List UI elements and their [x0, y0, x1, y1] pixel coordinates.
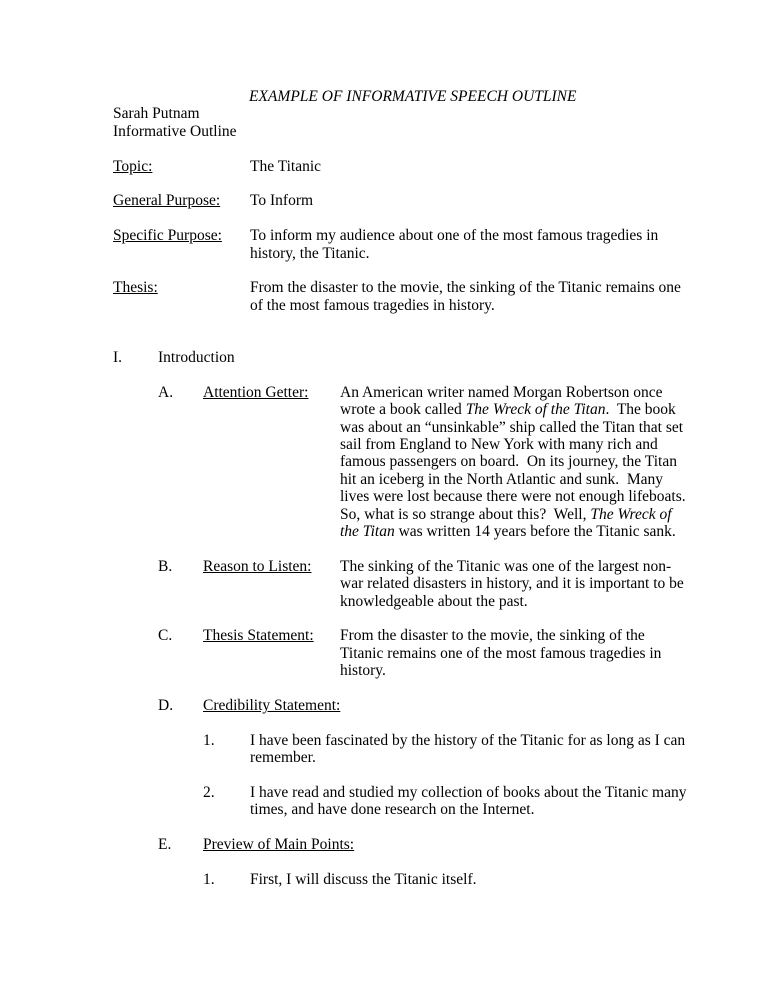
item-letter: A. — [158, 383, 174, 401]
subitem-number: 2. — [203, 784, 215, 802]
document-type: Informative Outline — [113, 122, 237, 140]
topic-value: The Titanic — [250, 157, 322, 175]
item-text — [340, 383, 694, 541]
item-label: Credibility Statement: — [203, 697, 341, 715]
item-thesis-statement — [158, 627, 690, 679]
meta-row-specific-purpose — [113, 227, 690, 262]
book-title-italic: The Wreck of the Titan — [465, 401, 606, 419]
thesis-value: From the disaster to the movie, the sinking of the Titanic remains one of the most famous tragedies in history. — [250, 279, 685, 314]
specific-purpose-label: Specific Purpose: — [113, 227, 222, 245]
item-letter: B. — [158, 557, 173, 575]
item-preview-of-main-points — [158, 836, 690, 853]
section-introduction — [113, 349, 690, 366]
item-letter: C. — [158, 627, 173, 645]
item-label: Thesis Statement: — [203, 627, 314, 645]
subitem-text: I have been fascinated by the history of the Titanic for as long as I can remember. — [250, 731, 690, 767]
topic-label: Topic: — [113, 157, 153, 175]
item-letter: D. — [158, 697, 174, 715]
item-credibility-statement — [158, 697, 690, 714]
subitem-text: First, I will discuss the Titanic itself. — [250, 871, 477, 889]
item-text: From the disaster to the movie, the sinking of the Titanic remains one of the most famous tragedies in history. — [340, 627, 666, 680]
item-label: Preview of Main Points: — [203, 836, 355, 854]
subitem-number: 1. — [203, 731, 215, 749]
item-letter: E. — [158, 836, 172, 854]
subitem-text: I have read and studied my collection of books about the Titanic many times, and have done research on the Internet. — [250, 784, 691, 819]
general-purpose-value: To Inform — [250, 192, 314, 210]
thesis-label: Thesis: — [113, 279, 158, 297]
meta-row-general-purpose — [113, 192, 690, 209]
text-segment: An American writer named Morgan Robertson once wrote a book called — [340, 383, 667, 419]
meta-row-thesis — [113, 279, 690, 314]
credibility-point-2 — [203, 784, 690, 819]
section-title: Introduction — [158, 349, 235, 367]
text-segment: . The book was about an “unsinkable” ship called the Titan that set sail from England to New York with many rich and famous passengers on board. On its journey, the Titan hit an iceberg in the North Atlantic and sunk. Many lives were lost because there were not enough lifeboats. So, what is so strange about this? Well, — [340, 401, 694, 523]
text-segment: was written 14 years before the Titanic sank. — [394, 523, 676, 541]
author-name: Sarah Putnam — [113, 105, 200, 123]
meta-row-topic — [113, 158, 690, 175]
item-text: The sinking of the Titanic was one of the largest non-war related disasters in history, and it is important to be knowledgeable about the past. — [340, 557, 688, 610]
book-title-italic: The Wreck of the Titan — [340, 505, 676, 541]
item-reason-to-listen — [158, 558, 690, 610]
item-label: Reason to Listen: — [203, 557, 312, 575]
preview-point-1 — [203, 871, 690, 888]
credibility-point-1 — [203, 732, 690, 767]
general-purpose-label: General Purpose: — [113, 192, 221, 210]
item-attention-getter — [158, 383, 694, 541]
specific-purpose-value: To inform my audience about one of the most famous tragedies in history, the Titanic. — [250, 227, 663, 262]
subitem-number: 1. — [203, 871, 215, 889]
section-number: I. — [113, 349, 123, 367]
item-label: Attention Getter: — [203, 383, 309, 401]
document-title: EXAMPLE OF INFORMATIVE SPEECH OUTLINE — [249, 88, 577, 105]
